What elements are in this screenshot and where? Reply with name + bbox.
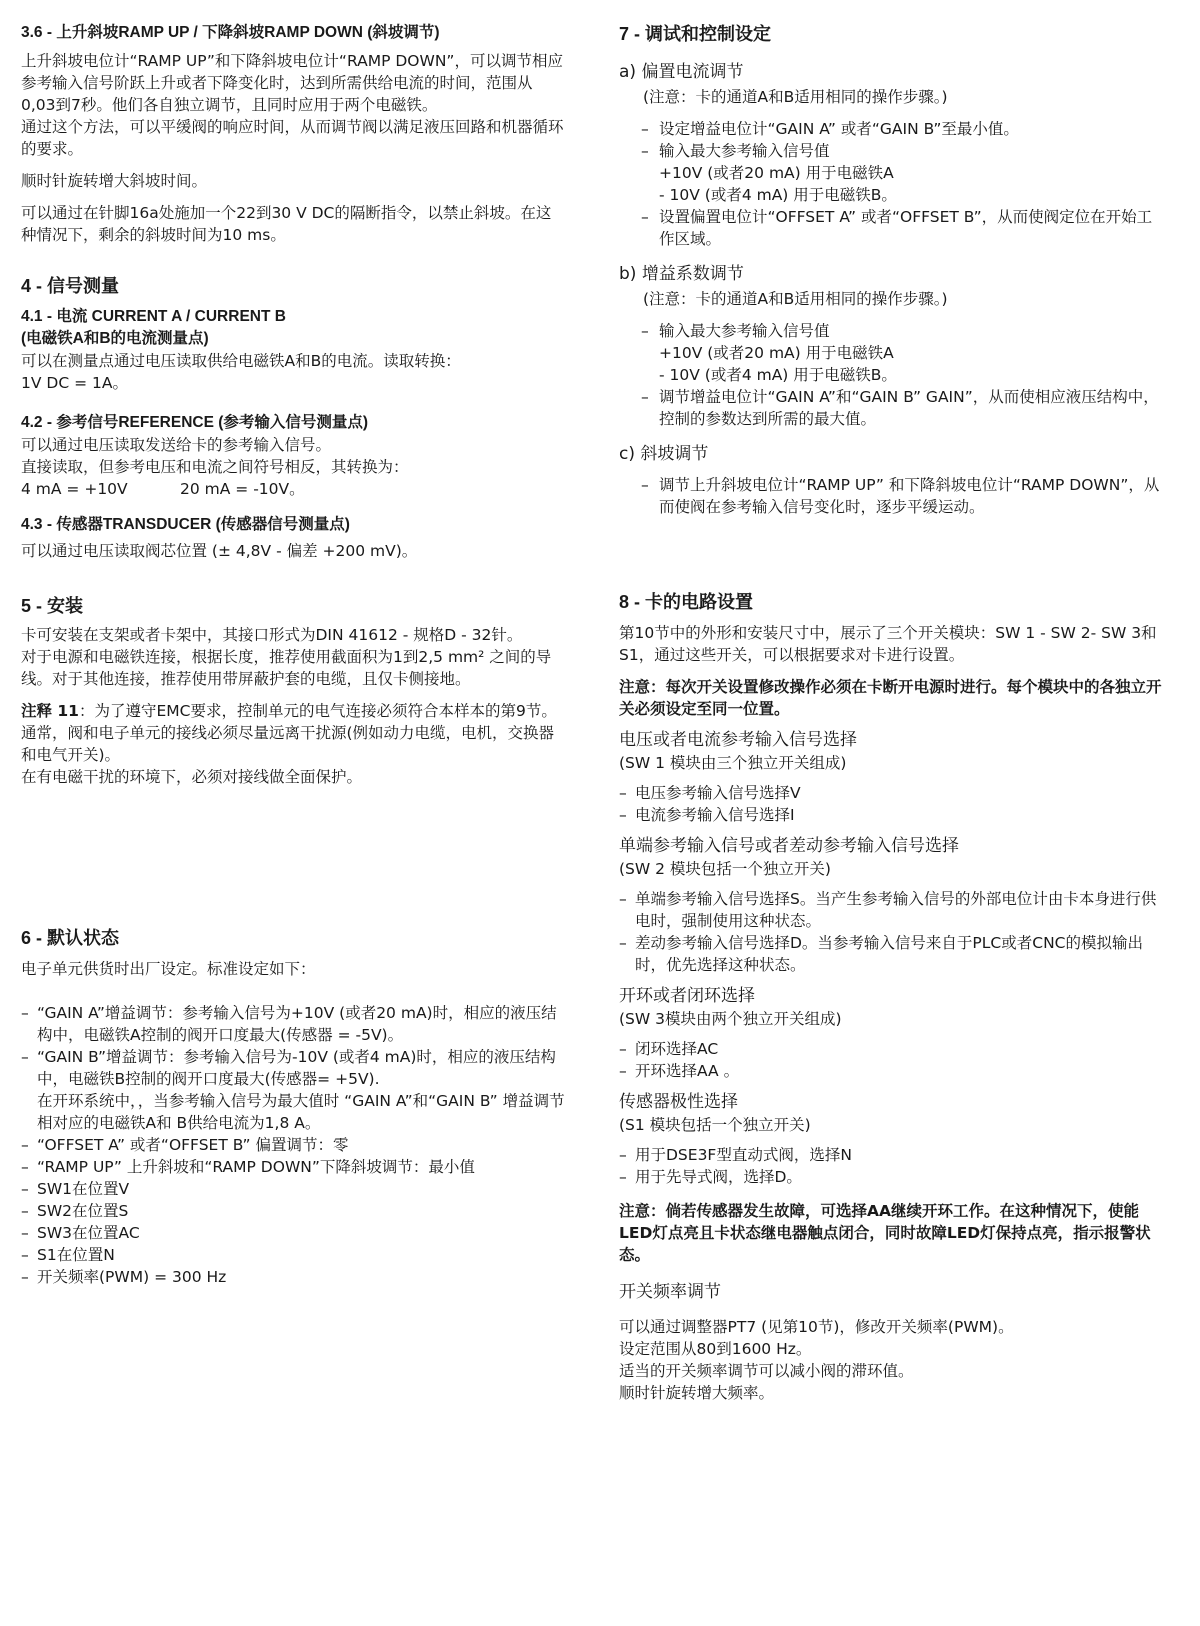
list-item-text: “GAIN B”增益调节：参考输入信号为-10V (或者4 mA)时，相应的液压结构中，电磁铁B控制的阀开口度最大(传感器= +5V).	[37, 1048, 556, 1088]
sw1-list	[619, 782, 1164, 826]
section-5	[21, 594, 566, 788]
section-8-warning-2: 注意：倘若传感器发生故障，可选择AA继续开环工作。在这种情况下，使能LED灯点亮且卡状态继电器触点闭合，同时故障LED灯保持点亮，指示报警状态。	[619, 1202, 1151, 1264]
section-7-b-title: b) 增益系数调节	[619, 264, 744, 284]
section-7	[619, 22, 1164, 518]
section-4-2-paragraph-1: 可以通过电压读取发送给卡的参考输入信号。	[21, 436, 332, 454]
section-7-c-list	[619, 474, 1164, 518]
section-4-1-heading: 4.1 - 电流 CURRENT A / CURRENT B	[21, 308, 286, 325]
list-item: – 设定增益电位计“GAIN A” 或者“GAIN B”至最小值。	[619, 118, 1164, 140]
section-7-b-note: (注意：卡的通道A和B适用相同的操作步骤。)	[643, 290, 948, 308]
list-item	[619, 140, 1164, 206]
list-item-line: - 10V (或者4 mA) 用于电磁铁B。	[659, 186, 897, 204]
list-item-continuation: 在开环系统中，，当参考输入信号为最大值时 “GAIN A”和“GAIN B” 增益调节相对应的电磁铁A和 B供给电流为1,8 A。	[37, 1092, 565, 1132]
pwm-paragraph-4: 顺时针旋转增大频率。	[619, 1384, 775, 1402]
list-item-text: 输入最大参考输入信号值	[659, 322, 830, 340]
section-8-paragraph-1: 第10节中的外形和安装尺寸中，展示了三个开关模块：SW 1 - SW 2- SW 3和S1，通过这些开关，可以根据要求对卡进行设置。	[619, 624, 1157, 664]
section-4-1-paragraph-2: 1V DC = 1A。	[21, 374, 128, 392]
sw3-subtitle: (SW 3模块由两个独立开关组成)	[619, 1010, 842, 1028]
sw2-subtitle: (SW 2 模块包括一个独立开关)	[619, 860, 831, 878]
list-item-line: +10V (或者20 mA) 用于电磁铁A	[659, 344, 894, 362]
list-item: – 用于先导式阀，选择D。	[619, 1166, 1164, 1188]
list-item-line: +10V (或者20 mA) 用于电磁铁A	[659, 164, 894, 182]
section-4-2-heading: 4.2 - 参考信号REFERENCE (参考输入信号测量点)	[21, 414, 369, 431]
list-item: – 电压参考输入信号选择V	[619, 782, 1164, 804]
list-item: – “OFFSET A” 或者“OFFSET B” 偏置调节：零	[21, 1134, 566, 1156]
section-4-1-subheading: (电磁铁A和B的电流测量点)	[21, 330, 209, 347]
list-item: – “GAIN A”增益调节：参考输入信号为+10V (或者20 mA)时，相应的液压结构中，电磁铁A控制的阀开口度最大(传感器 = -5V)。	[21, 1002, 566, 1046]
conversion-20ma: 20 mA = -10V。	[180, 480, 305, 498]
section-8	[619, 590, 1164, 1404]
section-5-heading: 5 - 安装	[21, 596, 84, 616]
sw3-list	[619, 1038, 1164, 1082]
section-4-2-conversion	[21, 478, 566, 500]
section-8-heading: 8 - 卡的电路设置	[619, 592, 754, 612]
sw2-title: 单端参考输入信号或者差动参考输入信号选择	[619, 836, 959, 856]
section-4-1-paragraph-1: 可以在测量点通过电压读取供给电磁铁A和B的电流。读取转换：	[21, 352, 461, 370]
section-6-heading: 6 - 默认状态	[21, 928, 120, 948]
list-item: – “RAMP UP” 上升斜坡和“RAMP DOWN”下降斜坡调节：最小值	[21, 1156, 566, 1178]
section-5-paragraph-3: 通常，阀和电子单元的接线必须尽量远离干扰源(例如动力电缆，电机，交换器和电气开关)。	[21, 724, 555, 764]
note-11-label: 注释 11	[21, 702, 79, 720]
list-item: – SW1在位置V	[21, 1178, 566, 1200]
section-6	[21, 926, 566, 1288]
section-7-a-title: a) 偏置电流调节	[619, 62, 744, 82]
left-column	[21, 22, 566, 1288]
section-4-2-paragraph-2: 直接读取，但参考电压和电流之间符号相反，其转换为：	[21, 458, 409, 476]
section-3-6-paragraph-1: 上升斜坡电位计“RAMP UP”和下降斜坡电位计“RAMP DOWN”，可以调节相应参考输入信号阶跃上升或者下降变化时，达到所需供给电流的时间，范围从0,03到7秒。他们各自独立调节，且同时应用于两个电磁铁。	[21, 52, 563, 114]
pwm-paragraph-2: 设定范围从80到1600 Hz。	[619, 1340, 812, 1358]
list-item-text: 输入最大参考输入信号值	[659, 142, 830, 160]
section-5-note	[21, 700, 566, 722]
section-7-c-title: c) 斜坡调节	[619, 444, 709, 464]
list-item: – 单端参考输入信号选择S。当产生参考输入信号的外部电位计由卡本身进行供电时，强制使用这种状态。	[619, 888, 1164, 932]
list-item: – 闭环选择AC	[619, 1038, 1164, 1060]
list-item	[21, 1046, 566, 1134]
s1-list	[619, 1144, 1164, 1188]
list-item: – 开关频率(PWM) = 300 Hz	[21, 1266, 566, 1288]
list-item: – SW3在位置AC	[21, 1222, 566, 1244]
section-4-heading: 4 - 信号测量	[21, 276, 120, 296]
section-4-3-paragraph-1: 可以通过电压读取阀芯位置 (± 4,8V - 偏差 +200 mV)。	[21, 542, 418, 560]
s1-subtitle: (S1 模块包括一个独立开关)	[619, 1116, 811, 1134]
section-3-6-paragraph-3: 顺时针旋转增大斜坡时间。	[21, 172, 208, 190]
note-11-text: ：为了遵守EMC要求，控制单元的电气连接必须符合本样本的第9节。	[78, 702, 557, 720]
section-3-6-paragraph-4: 可以通过在针脚16a处施加一个22到30 V DC的隔断指令，以禁止斜坡。在这种情况下，剩余的斜坡时间为10 ms。	[21, 204, 552, 244]
section-4-3-heading: 4.3 - 传感器TRANSDUCER (传感器信号测量点)	[21, 516, 350, 533]
list-item: – SW2在位置S	[21, 1200, 566, 1222]
list-item: – 设置偏置电位计“OFFSET A” 或者“OFFSET B”，从而使阀定位在开始工作区域。	[619, 206, 1164, 250]
section-7-a-list	[619, 118, 1164, 250]
s1-title: 传感器极性选择	[619, 1092, 738, 1112]
list-item: – 用于DSE3F型直动式阀，选择N	[619, 1144, 1164, 1166]
section-7-b-list	[619, 320, 1164, 430]
list-item: – S1在位置N	[21, 1244, 566, 1266]
section-8-warning-1: 注意：每次开关设置修改操作必须在卡断开电源时进行。每个模块中的各独立开关必须设定至同一位置。	[619, 678, 1162, 718]
section-3-6	[21, 22, 566, 246]
list-item: – 开环选择AA 。	[619, 1060, 1164, 1082]
list-item: – 电流参考输入信号选择I	[619, 804, 1164, 826]
pwm-paragraph-3: 适当的开关频率调节可以减小阀的滞环值。	[619, 1362, 914, 1380]
pwm-paragraph-1: 可以通过调整器PT7 (见第10节)，修改开关频率(PWM)。	[619, 1318, 1014, 1336]
pwm-title: 开关频率调节	[619, 1282, 721, 1302]
section-4	[21, 274, 566, 562]
right-column	[619, 22, 1164, 1404]
conversion-4ma: 4 mA = +10V	[21, 480, 128, 498]
sw1-title: 电压或者电流参考输入信号选择	[619, 730, 857, 750]
default-settings-list	[21, 1002, 566, 1288]
section-5-paragraph-4: 在有电磁干扰的环境下，必须对接线做全面保护。	[21, 768, 363, 786]
section-3-6-heading: 3.6 - 上升斜坡RAMP UP / 下降斜坡RAMP DOWN (斜坡调节)	[21, 24, 440, 41]
sw3-title: 开环或者闭环选择	[619, 986, 755, 1006]
list-item	[619, 320, 1164, 386]
section-6-intro: 电子单元供货时出厂设定。标准设定如下：	[21, 960, 316, 978]
section-5-paragraph-2: 对于电源和电磁铁连接，根据长度，推荐使用截面积为1到2,5 mm² 之间的导线。对于其他连接，推荐使用带屏蔽护套的电缆，且仅卡侧接地。	[21, 648, 552, 688]
list-item: – 调节增益电位计“GAIN A”和“GAIN B” GAIN”，从而使相应液压结构中，控制的参数达到所需的最大值。	[619, 386, 1164, 430]
list-item: – 差动参考输入信号选择D。当参考输入信号来自于PLC或者CNC的模拟输出时，优先选择这种状态。	[619, 932, 1164, 976]
list-item-line: - 10V (或者4 mA) 用于电磁铁B。	[659, 366, 897, 384]
section-7-a-note: (注意：卡的通道A和B适用相同的操作步骤。)	[643, 88, 948, 106]
section-7-heading: 7 - 调试和控制设定	[619, 24, 772, 44]
section-3-6-paragraph-2: 通过这个方法，可以平缓阀的响应时间，从而调节阀以满足液压回路和机器循环的要求。	[21, 118, 564, 158]
sw2-list	[619, 888, 1164, 976]
section-5-paragraph-1: 卡可安装在支架或者卡架中，其接口形式为DIN 41612 - 规格D - 32针。	[21, 626, 523, 644]
list-item: – 调节上升斜坡电位计“RAMP UP” 和下降斜坡电位计“RAMP DOWN”，从而使阀在参考输入信号变化时，逐步平缓运动。	[619, 474, 1164, 518]
sw1-subtitle: (SW 1 模块由三个独立开关组成)	[619, 754, 847, 772]
